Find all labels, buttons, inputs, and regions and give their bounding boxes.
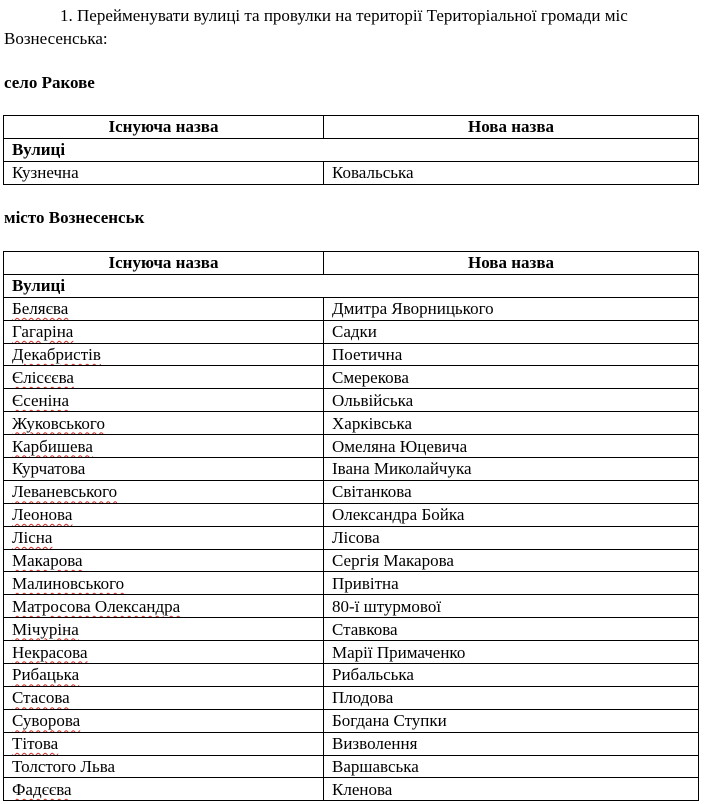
new-street-name: Сергія Макарова [332,551,454,571]
new-street-name: Визволення [332,734,418,754]
rename-table-voznesensk [3,251,699,801]
group-row [4,138,699,161]
new-street-name-cell [324,732,699,755]
table-row [4,709,699,732]
old-street-name: Малиновського [12,573,125,593]
table-row [4,641,699,664]
table-row [4,778,699,801]
new-street-name-cell [324,709,699,732]
section-heading-voznesensk: місто Вознесенськ [4,208,145,227]
new-street-name-cell [324,458,699,481]
old-street-name-cell [4,641,324,664]
group-label-streets: Вулиці [4,138,699,161]
new-street-name-cell [324,549,699,572]
new-street-name: Омеляна Юцевича [332,436,468,456]
old-street-name: Макарова [12,551,83,571]
new-street-name-cell [324,778,699,801]
table-row [4,389,699,412]
old-street-name-cell [4,732,324,755]
new-street-name-cell [324,320,699,343]
new-street-name-cell [324,435,699,458]
new-street-name-cell [324,389,699,412]
new-street-name-cell [324,343,699,366]
new-street-name: Ставкова [332,619,398,639]
table-row [4,480,699,503]
old-street-name: Курчатова [12,459,86,479]
new-street-name: Поетична [332,345,403,364]
old-street-name-cell [4,686,324,709]
new-street-name-cell [324,503,699,526]
new-street-name: Олександра Бойка [332,505,465,525]
old-street-name-cell [4,480,324,503]
table-header-row [4,252,699,275]
table-row [4,458,699,481]
old-street-name: Кузнечна [12,163,79,183]
table-row [4,664,699,687]
table-row [4,343,699,366]
old-street-name-cell [4,503,324,526]
old-street-name-cell [4,755,324,778]
old-street-name: Леонова [12,505,73,525]
old-street-name: Жуковського [12,413,105,433]
old-street-name-cell [4,709,324,732]
new-street-name-cell [324,755,699,778]
new-street-name: Богдана Ступки [332,711,447,731]
old-street-name-cell [4,595,324,618]
table-header-row [4,116,699,139]
new-street-name-cell [324,618,699,641]
column-header-new-name: Нова назва [324,116,699,139]
old-street-name-cell [4,778,324,801]
intro-paragraph [4,4,705,50]
new-street-name: Дмитра Яворницького [332,299,494,319]
new-street-name: Харківська [332,413,413,433]
old-street-name: Єлісєєва [12,367,74,387]
new-street-name-cell [324,297,699,320]
new-street-name: Лісова [332,528,380,548]
old-street-name: Єсеніна [12,390,69,410]
old-street-name: Фадєєва [12,779,72,799]
new-street-name-cell [324,161,699,184]
old-street-name: Суворова [12,711,81,731]
new-street-name: Світанкова [332,482,412,502]
table-row [4,618,699,641]
table-row [4,503,699,526]
old-street-name-cell [4,458,324,481]
table-row [4,549,699,572]
new-street-name: Ольвійська [332,390,414,410]
old-street-name-cell [4,320,324,343]
new-street-name-cell [324,641,699,664]
old-street-name-cell [4,366,324,389]
table-row [4,320,699,343]
new-street-name: Івана Миколайчука [332,459,472,479]
table-row [4,297,699,320]
table-row [4,526,699,549]
new-street-name: Привітна [332,573,399,593]
old-street-name-cell [4,572,324,595]
old-street-name-cell [4,297,324,320]
table-row [4,755,699,778]
intro-line-1: 1. Перейменувати вулиці та провулки на території Територіальної громади міс [60,6,628,25]
new-street-name: Марії Примаченко [332,642,466,662]
old-street-name-cell [4,412,324,435]
new-street-name-cell [324,366,699,389]
section-heading-rakove: село Ракове [4,73,95,92]
new-street-name-cell [324,526,699,549]
old-street-name: Толстого Льва [12,757,116,777]
new-street-name: Садки [332,322,377,342]
table-row [4,595,699,618]
table-row [4,686,699,709]
old-street-name: Беляєва [12,299,69,319]
column-header-new-name: Нова назва [324,252,699,275]
group-row [4,274,699,297]
column-header-old-name: Існуюча назва [4,252,324,275]
new-street-name: Рибальська [332,665,414,685]
new-street-name-cell [324,412,699,435]
rename-table-rakove [3,115,699,185]
table-row [4,161,699,184]
old-street-name: Карбишева [12,436,93,456]
new-street-name: Варшавська [332,757,419,777]
new-street-name-cell [324,664,699,687]
column-header-old-name: Існуюча назва [4,116,324,139]
old-street-name: Некрасова [12,642,88,662]
old-street-name: Тітова [12,734,59,754]
table-row [4,412,699,435]
old-street-name: Матросова Олександра [12,596,181,616]
old-street-name-cell [4,664,324,687]
old-street-name: Декабристів [12,345,101,364]
new-street-name-cell [324,686,699,709]
old-street-name-cell [4,389,324,412]
new-street-name: Плодова [332,688,394,708]
old-street-name: Стасова [12,688,70,708]
old-street-name: Леваневського [12,482,118,502]
old-street-name-cell [4,618,324,641]
old-street-name: Лісна [12,528,53,548]
table-row [4,732,699,755]
group-label-streets: Вулиці [4,274,699,297]
new-street-name: Ковальська [332,163,414,183]
old-street-name-cell [4,343,324,366]
old-street-name-cell [4,549,324,572]
old-street-name: Гагаріна [12,322,74,342]
old-street-name: Мічуріна [12,619,79,639]
old-street-name-cell [4,435,324,458]
new-street-name: Кленова [332,779,393,799]
table-row [4,572,699,595]
table-row [4,435,699,458]
old-street-name-cell [4,161,324,184]
old-street-name: Рибацька [12,665,80,685]
old-street-name-cell [4,526,324,549]
intro-line-2: Вознесенська: [4,29,108,48]
new-street-name-cell [324,595,699,618]
new-street-name: 80-ї штурмової [332,596,442,616]
table-row [4,366,699,389]
new-street-name-cell [324,480,699,503]
new-street-name: Смерекова [332,367,409,387]
new-street-name-cell [324,572,699,595]
